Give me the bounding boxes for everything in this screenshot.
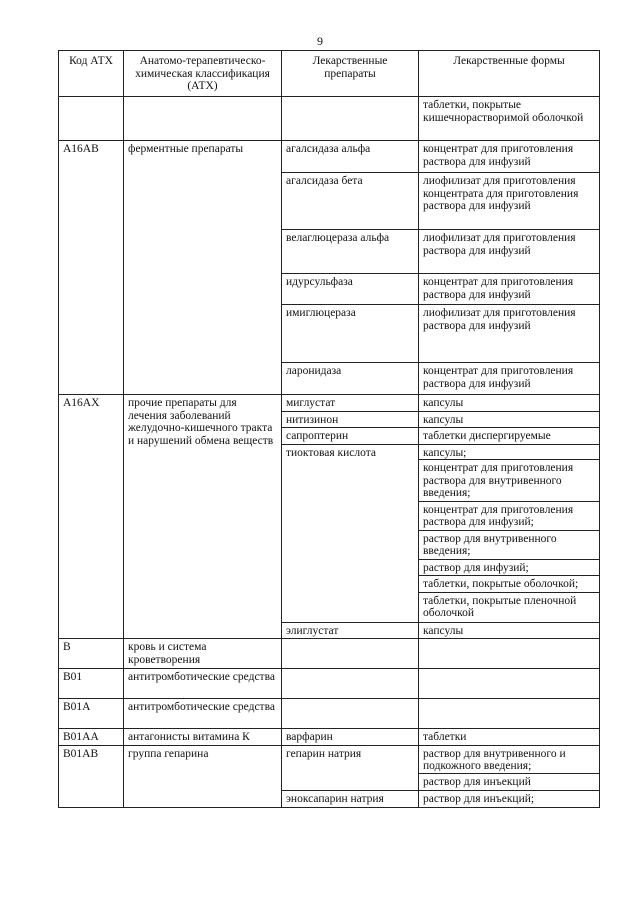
header-code: Код АТХ	[59, 51, 124, 97]
drug-cell: агалсидаза альфа	[282, 141, 419, 173]
table-row	[59, 745, 600, 791]
code-cell: A16AX	[59, 395, 124, 639]
forms-cell	[419, 639, 600, 669]
drug-cell: агалсидаза бета	[282, 173, 419, 230]
forms-cell	[419, 791, 600, 808]
drug-cell	[282, 699, 419, 729]
forms-cell	[419, 745, 600, 791]
form-item: таблетки, покрытые пленочной оболочкой	[419, 592, 599, 621]
form-item: концентрат для приготовления раствора для инфузий;	[419, 501, 599, 530]
code-cell: B01AA	[59, 729, 124, 746]
drug-table	[58, 50, 600, 808]
forms-cell	[419, 699, 600, 729]
forms-cell	[419, 97, 600, 141]
form-item: таблетки диспергируемые	[423, 430, 551, 442]
table-row	[59, 395, 600, 412]
form-item: раствор для инфузий;	[419, 559, 599, 576]
forms-cell	[419, 729, 600, 746]
form-item: раствор для внутривенного и подкожного введения;	[423, 747, 566, 772]
code-cell: B	[59, 639, 124, 669]
table-row	[59, 141, 600, 173]
form-item: таблетки, покрытые кишечнорастворимой оболочкой	[423, 99, 584, 124]
header-classification: Анатомо-терапевтическо-химическая классификация (АТХ)	[124, 51, 282, 97]
forms-cell	[419, 669, 600, 699]
forms-cell	[419, 141, 600, 173]
header-forms: Лекарственные формы	[419, 51, 600, 97]
drug-cell: велаглюцераза альфа	[282, 230, 419, 274]
table-header-row	[59, 51, 600, 97]
drug-cell: имиглюцераза	[282, 305, 419, 363]
drug-cell: эноксапарин натрия	[282, 791, 419, 808]
table-row	[59, 669, 600, 699]
drug-cell: варфарин	[282, 729, 419, 746]
form-item: концентрат для приготовления раствора для инфузий	[423, 365, 574, 390]
forms-cell	[419, 274, 600, 305]
forms-cell	[419, 622, 600, 639]
form-item: капсулы	[423, 413, 464, 426]
class-cell: антитромботические средства	[124, 669, 282, 699]
forms-cell	[419, 444, 600, 622]
forms-cell	[419, 411, 600, 428]
class-cell: кровь и система кроветворения	[124, 639, 282, 669]
code-cell: B01AB	[59, 745, 124, 807]
class-cell	[124, 97, 282, 141]
code-cell: B01	[59, 669, 124, 699]
form-item: раствор для инъекций	[419, 773, 599, 790]
form-item: концентрат для приготовления раствора для инфузий	[423, 143, 574, 168]
drug-cell: идурсульфаза	[282, 274, 419, 305]
table-row	[59, 97, 600, 141]
header-drugs: Лекарственные препараты	[282, 51, 419, 97]
class-cell: антагонисты витамина К	[124, 729, 282, 746]
form-item: капсулы	[423, 624, 464, 637]
forms-cell	[419, 363, 600, 395]
page-number: 9	[317, 34, 323, 48]
drug-cell: ларонидаза	[282, 363, 419, 395]
code-cell: B01A	[59, 699, 124, 729]
drug-cell: сапроптерин	[282, 428, 419, 445]
drug-cell	[282, 97, 419, 141]
class-cell: группа гепарина	[124, 745, 282, 807]
form-item: таблетки, покрытые оболочкой;	[419, 575, 599, 592]
class-cell: антитромботические средства	[124, 699, 282, 729]
form-item: капсулы;	[423, 446, 467, 459]
drug-cell: нитизинон	[282, 411, 419, 428]
drug-cell: тиоктовая кислота	[282, 444, 419, 622]
drug-cell: элиглустат	[282, 622, 419, 639]
form-item: таблетки	[423, 731, 467, 743]
forms-cell	[419, 395, 600, 412]
form-item: концентрат для приготовления раствора для внутривенного введения;	[419, 459, 599, 501]
forms-cell	[419, 230, 600, 274]
forms-cell	[419, 305, 600, 363]
class-cell: ферментные препараты	[124, 141, 282, 395]
form-item: раствор для внутривенного введения;	[419, 530, 599, 559]
form-item: концентрат для приготовления раствора для инфузий	[423, 276, 574, 301]
form-item: лиофилизат для приготовления концентрата для приготовления раствора для инфузий	[423, 175, 579, 212]
form-item: капсулы	[423, 397, 464, 409]
code-cell: A16AB	[59, 141, 124, 395]
drug-cell	[282, 639, 419, 669]
class-cell: прочие препараты для лечения заболеваний желудочно-кишечного тракта и нарушений обмена веществ	[124, 395, 282, 639]
form-item: лиофилизат для приготовления раствора для инфузий	[423, 307, 576, 332]
form-item: раствор для инъекций;	[423, 793, 535, 805]
forms-cell	[419, 173, 600, 230]
code-cell	[59, 97, 124, 141]
forms-cell	[419, 428, 600, 445]
drug-cell: миглустат	[282, 395, 419, 412]
table-row	[59, 729, 600, 746]
form-item: лиофилизат для приготовления раствора для инфузий	[423, 232, 576, 257]
drug-cell	[282, 669, 419, 699]
table-row	[59, 699, 600, 729]
drug-cell: гепарин натрия	[282, 745, 419, 791]
table-row	[59, 639, 600, 669]
